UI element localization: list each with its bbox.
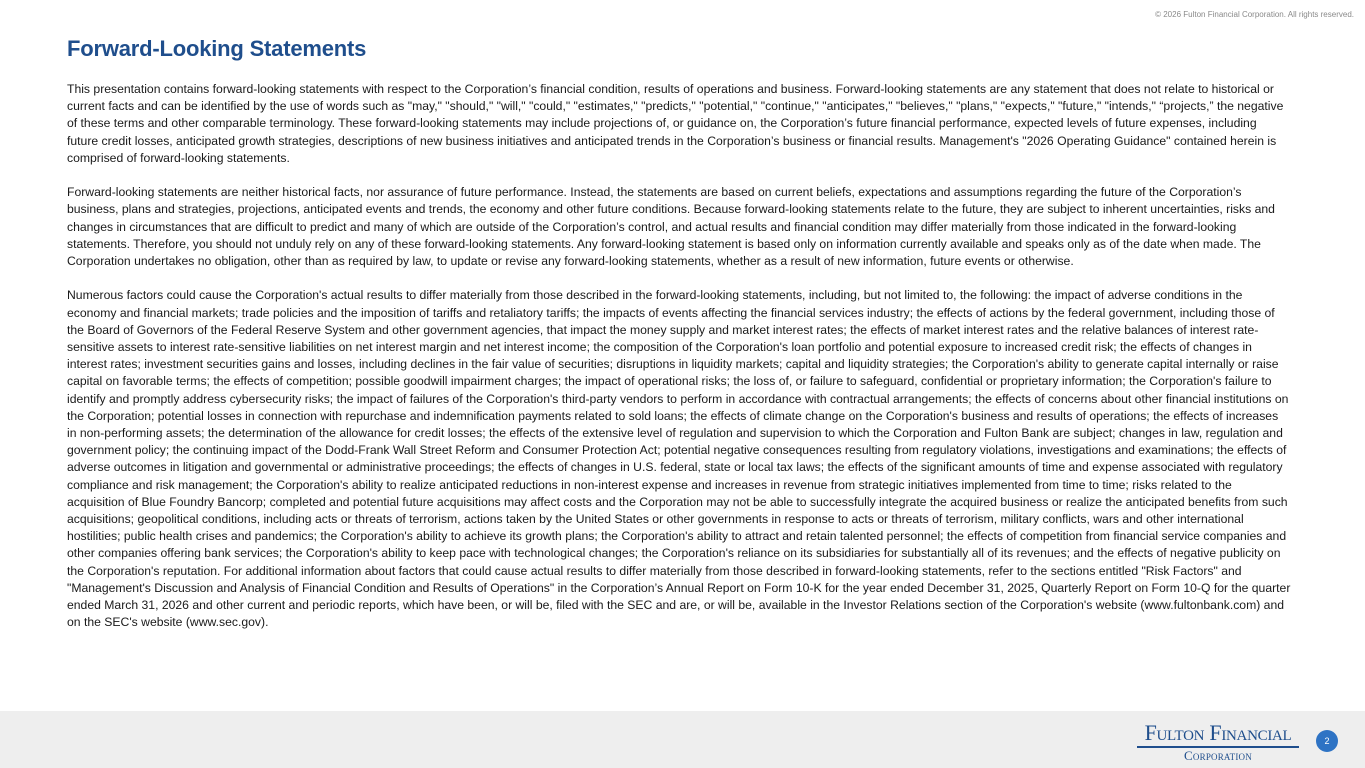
logo-wordmark-top: Fulton Financial bbox=[1144, 720, 1292, 745]
paragraph-assurance: Forward-looking statements are neither historical facts, nor assurance of future performance. Instead, the statements are based on current beliefs, expectations and assumptions regarding the future of the Corporation’s business, plans and strategies, projections, anticipated events and trends, the economy and other future conditions. Because forward-looking statements relate to the future, they are subject to inherent uncertainties, risks and changes in circumstances that are difficult to predict and many of which are outside of the Corporation’s control, and actual results and financial condition may differ materially from those indicated in the forward-looking statements. Therefore, you should not unduly rely on any of these forward-looking statements. Any forward-looking statement is based only on information currently available and speaks only as of the date when made. The Corporation undertakes no obligation, other than as required by law, to update or revise any forward-looking statements, whether as a result of new information, future events or otherwise. bbox=[67, 185, 1275, 269]
logo-wordmark-bottom: Corporation bbox=[1184, 747, 1252, 763]
disclaimer-body bbox=[67, 81, 1291, 631]
paragraph-intro: This presentation contains forward-looking statements with respect to the Corporation’s financial condition, results of operations and business. Forward-looking statements are any statement that does not relate to historical or current facts and can be identified by the use of words such as "may," "should," "will," "could," "estimates," "predicts," "potential," "continue," "anticipates," "believes," "plans," "expects," "future," "intends," “projects,” the negative of these terms and other comparable terminology. These forward-looking statements may include projections of, or guidance on, the Corporation’s future financial performance, expected levels of future expenses, including future credit losses, anticipated growth strategies, descriptions of new business initiatives and anticipated trends in the Corporation’s business or financial results. Management's "2026 Operating Guidance" contained herein is comprised of forward-looking statements. bbox=[67, 82, 1284, 165]
page-number-badge: 2 bbox=[1316, 730, 1338, 752]
copyright-notice: © 2026 Fulton Financial Corporation. All rights reserved. bbox=[1155, 10, 1354, 19]
company-logo bbox=[1133, 721, 1303, 763]
footer-bar bbox=[0, 711, 1365, 768]
paragraph-risk-factors: Numerous factors could cause the Corporation's actual results to differ materially from those described in the forward-looking statements, including, but not limited to, the following: the impact of adverse conditions in the economy and financial markets; trade policies and the imposition of tariffs and retaliatory tariffs; the impacts of events affecting the financial services industry; the effects of actions by the federal government, including those of the Board of Governors of the Federal Reserve System and other government agencies, that impact the money supply and market interest rates; the effects of market interest rates and the relative balances of interest rate-sensitive assets to interest rate-sensitive liabilities on net interest margin and net interest income; the composition of the Corporation's loan portfolio and potential exposure to increased credit risk; the effects of changes in interest rates; investment securities gains and losses, including declines in the fair value of securities; disruptions in liquidity markets; capital and liquidity strategies; the Corporation's ability to generate capital internally or raise capital on favorable terms; the effects of competition; possible goodwill impairment charges; the impact of operational risks; the loss of, or failure to safeguard, confidential or proprietary information; the Corporation's failure to identify and promptly address cybersecurity risks; the impact of failures of the Corporation's third-party vendors to perform in accordance with contractual arrangements; the effects of concerns about other financial institutions on the Corporation; potential losses in connection with repurchase and indemnification payments related to sold loans; the effects of climate change on the Corporation's business and results of operations; the effects of increases in non-performing assets; the determination of the allowance for credit losses; the effects of the extensive level of regulation and supervision to which the Corporation and Fulton Bank are subject; changes in law, regulation and government policy; the continuing impact of the Dodd-Frank Wall Street Reform and Consumer Protection Act; potential negative consequences resulting from regulatory violations, investigations and examinations; the effects of adverse outcomes in litigation and governmental or administrative proceedings; the effects of changes in U.S. federal, state or local tax laws; the effects of the significant amounts of time and expense associated with regulatory compliance and risk management; the Corporation's ability to realize anticipated reductions in non-interest expense and increases in revenue from strategic initiatives implemented from time to time; risks related to the acquisition of Blue Foundry Bancorp; completed and potential future acquisitions may affect costs and the Corporation may not be able to successfully integrate the acquired business or realize the anticipated benefits from such acquisitions; geopolitical conditions, including acts or threats of terrorism, actions taken by the United States or other governments in response to acts or threats of terrorism, military conflicts, wars and other international hostilities; public health crises and pandemics; the Corporation's ability to achieve its growth plans; the Corporation's ability to attract and retain talented personnel; the effects of competition from financial service companies and other companies offering bank services; the Corporation's ability to keep pace with technological changes; the Corporation's reliance on its subsidiaries for substantially all of its revenues; and the effects of negative publicity on the Corporation's reputation. For additional information about factors that could cause actual results to differ materially from those described in forward-looking statements, refer to the sections entitled "Risk Factors" and "Management's Discussion and Analysis of Financial Condition and Results of Operations" in the Corporation’s Annual Report on Form 10-K for the year ended December 31, 2025, Quarterly Report on Form 10-Q for the quarter ended March 31, 2026 and other current and periodic reports, which have been, or will be, filed with the SEC and are, or will be, available in the Investor Relations section of the Corporation's website (www.fultonbank.com) and on the SEC's website (www.sec.gov). bbox=[67, 288, 1291, 630]
page-title: Forward-Looking Statements bbox=[67, 36, 367, 61]
